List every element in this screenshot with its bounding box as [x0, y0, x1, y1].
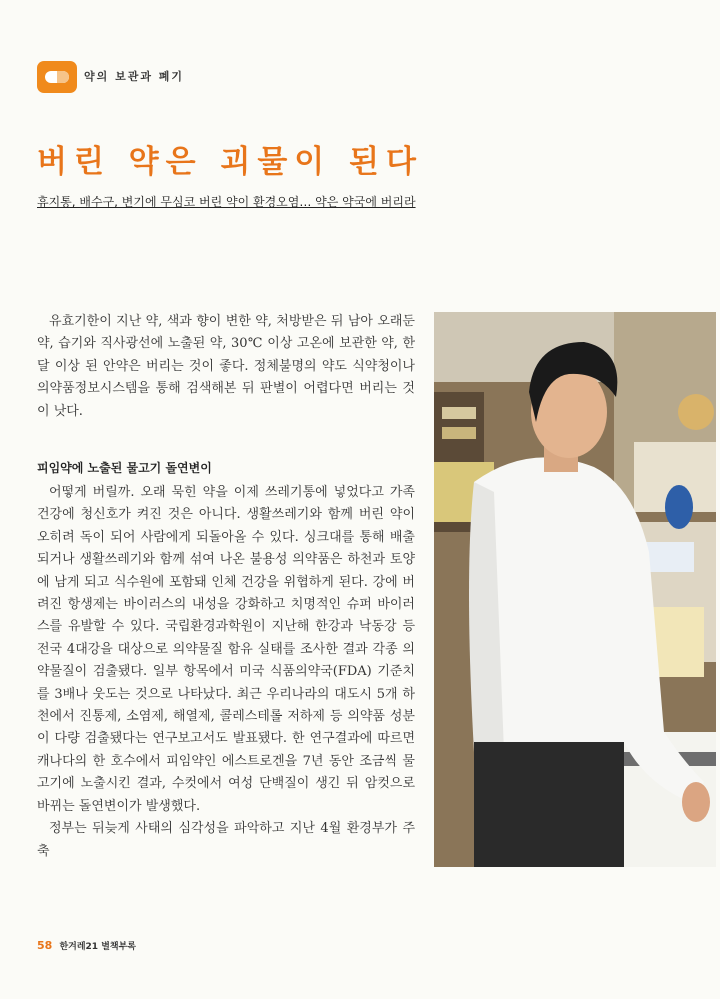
intro-paragraph: [37, 311, 415, 423]
publication-name: 한겨레21 별책부록: [59, 942, 136, 952]
body-paragraph-2: 정부는 뒤늦게 사태의 심각성을 파악하고 지난 4월 환경부가 주축: [37, 821, 415, 859]
pharmacist-photo: [434, 312, 716, 867]
headline: 버린 약은 괴물이 된다: [37, 144, 423, 180]
intro-text: 유효기한이 지난 약, 색과 향이 변한 약, 처방받은 뒤 남아 오래둔 약, 습기와 직사광선에 노출된 약, 30℃ 이상 고온에 보관한 약, 한 달 이상 된 안약은 버리는 것이 좋다. 정체불명의 약도 식약청이나 의약품정보시스템을 통해 검색해본 뒤 판별이 어렵다면 버리는 것이 낫다.: [37, 314, 415, 419]
body-paragraph-1: 어떻게 버릴까. 오래 묵힌 약을 이제 쓰레기통에 넣었다고 가족 건강에 청신호가 켜진 것은 아니다. 생활쓰레기와 함께 버린 약이 오히려 독이 되어 사람에게 되돌아올 수 있다. 싱크대를 통해 배출되거나 생활쓰레기와 함께 섞여 나온 불용성 의약품은 하천과 토양에 남게 되고 식수원에 포함돼 인체 건강을 위협하게 된다. 강에 버려진 항생제는 바이러스의 내성을 강화하고 치명적인 슈퍼 바이러스를 유발할 수 있다. 국립환경과학원이 지난해 한강과 낙동강 등 전국 4대강을 대상으로 의약물질 함유 실태를 조사한 결과 각종 의약물질이 검출됐다. 일부 항목에서 미국 식품의약국(FDA) 기준치를 3배나 웃도는 것으로 나타났다. 최근 우리나라의 대도시 5개 하천에서 진통제, 소염제, 해열제, 콜레스테롤 저하제 등 의약품 성분이 다량 검출됐다는 연구보고서도 발표됐다. 한 연구결과에 따르면 캐나다의 한 호수에서 피임약인 에스트로겐을 7년 동안 조금씩 물고기에 노출시킨 결과, 수컷에서 여성 단백질이 생긴 뒤 암컷으로 바뀌는 돌연변이가 발생했다.: [37, 485, 415, 814]
subheadline: 휴지통, 배수구, 변기에 무심코 버린 약이 환경오염… 약은 약국에 버리라: [37, 195, 416, 209]
page-footer: [37, 939, 136, 952]
pill-icon: [37, 61, 77, 93]
section-heading: 피임약에 노출된 물고기 돌연변이: [37, 461, 212, 475]
section-label: 약의 보관과 폐기: [84, 70, 185, 83]
body-text: [37, 482, 415, 863]
page-number: 58: [37, 939, 53, 952]
